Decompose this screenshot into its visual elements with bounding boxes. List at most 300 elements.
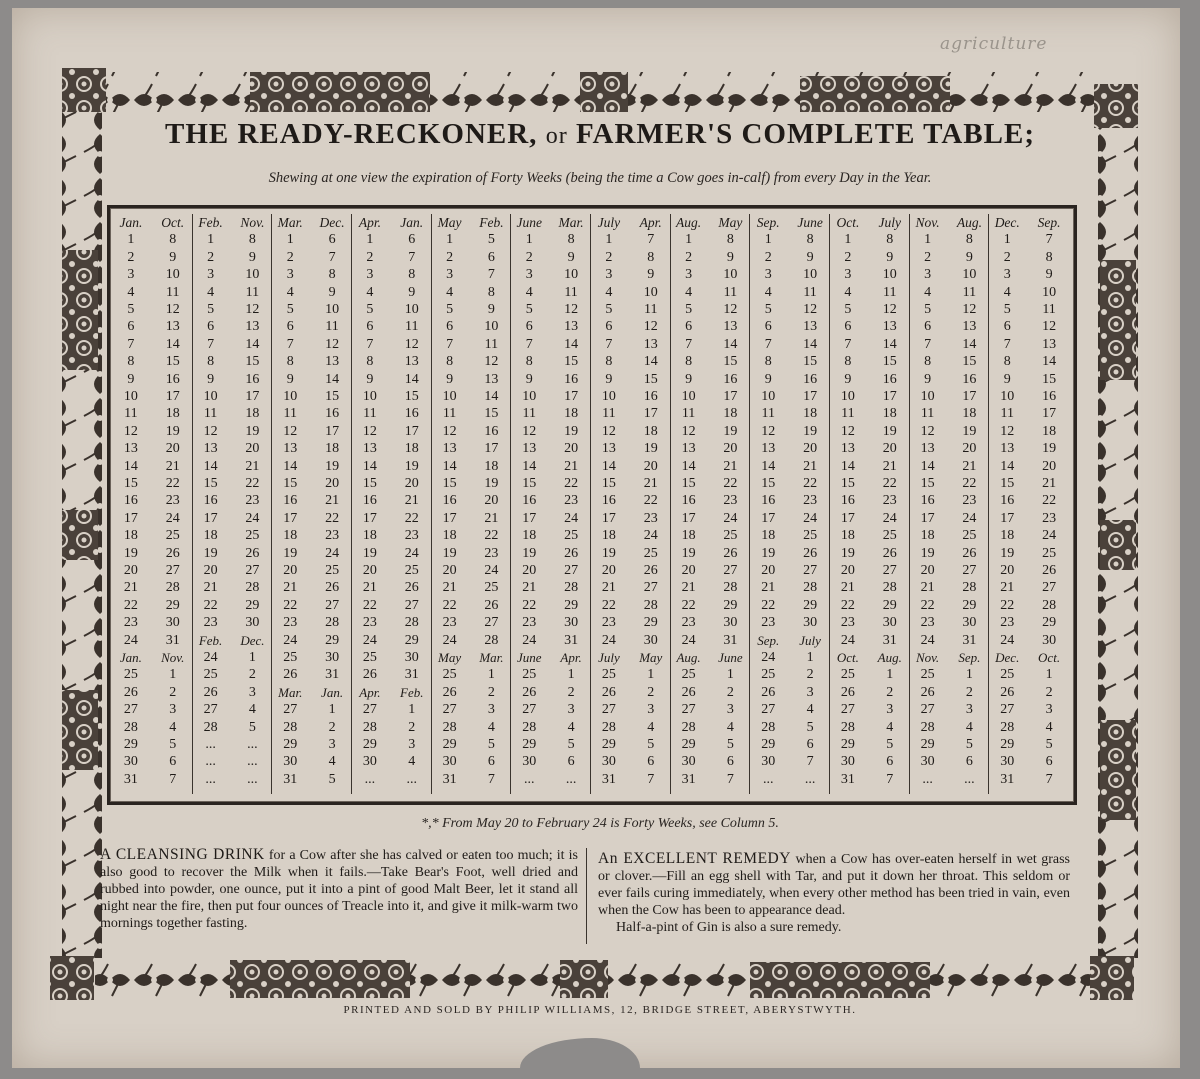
table-cell: 26 [165, 545, 180, 561]
table-cell: Feb. [198, 632, 223, 648]
table-cell: 14 [564, 336, 579, 352]
table-cell: 2 [685, 249, 693, 265]
table-cell: 16 [1000, 493, 1015, 509]
table-cell: 17 [681, 510, 696, 526]
table-cell: 21 [165, 458, 180, 474]
title-part2: FARMER'S COMPLETE TABLE; [575, 118, 1035, 150]
table-cell: 6 [1045, 754, 1053, 770]
table-cell: 30 [962, 615, 977, 631]
table-cell: 4 [127, 284, 135, 300]
table-cell: 7 [446, 336, 454, 352]
cleansing-drink-body: for a Cow after she has calved or eaten too much; it is also good to recover the Milk when it fails.—Take Bear's Foot, well dried and rubbed into powder, one ounce, put it into a pint of good Malt Beer, let it stand all night near the fire, then put four ounces of Treacle into it, and give it milk-warm two mornings together fasting. [100, 848, 578, 931]
table-cell: 18 [882, 406, 897, 422]
table-cell: 6 [924, 319, 932, 335]
table-cell: 14 [761, 458, 776, 474]
table-cell: 29 [681, 737, 696, 752]
table-cell: 28 [601, 719, 616, 735]
table-cell: 4 [567, 719, 575, 735]
table-cell: 28 [1000, 719, 1015, 735]
table-cell: 17 [484, 441, 499, 457]
month-header-cell: Sep. [756, 215, 780, 230]
table-cell: 27 [962, 563, 977, 578]
table-cell: 11 [245, 284, 260, 300]
table-cell: 6 [567, 754, 575, 770]
table-cell: 20 [1042, 458, 1057, 474]
table-cell: 2 [924, 249, 932, 265]
sub-header-cell: 30 [404, 650, 419, 665]
table-cell: 21 [723, 458, 738, 474]
table-cell: 22 [484, 528, 499, 544]
table-cell: 4 [328, 754, 336, 770]
table-cell: 30 [283, 754, 298, 770]
table-cell: 21 [962, 458, 977, 474]
table-cell: 2 [886, 684, 894, 700]
table-cell: 1 [408, 702, 416, 718]
table-cell: 26 [484, 597, 499, 613]
table-cell: 8 [726, 232, 734, 248]
table-cell: 11 [363, 406, 377, 422]
table-cell: ... [247, 737, 258, 752]
month-header-cell: Nov. [915, 215, 940, 230]
table-cell: 4 [366, 284, 374, 300]
table-cell: 6 [685, 319, 693, 335]
table-cell: 21 [920, 580, 935, 596]
table-cell: 1 [328, 702, 336, 718]
table-cell: 24 [681, 632, 696, 648]
table-cell: 15 [203, 476, 218, 491]
table-cell: 12 [761, 423, 776, 439]
table-cell: 18 [484, 458, 499, 474]
table-cell: 10 [681, 389, 696, 404]
table-cell: 9 [127, 371, 135, 387]
table-cell: 6 [169, 754, 177, 770]
table-cell: 2 [764, 249, 772, 265]
table-cell: 13 [564, 319, 579, 335]
table-cell: 10 [564, 267, 579, 283]
table-cell: 8 [169, 232, 177, 248]
table-cell: 5 [685, 302, 693, 317]
table-cell: 13 [882, 319, 897, 335]
table-cell: 7 [806, 754, 814, 770]
table-cell: 27 [840, 702, 855, 718]
table-cell: 20 [245, 441, 260, 457]
table-cell: 14 [245, 336, 260, 352]
table-cell: 23 [882, 493, 897, 509]
table-cell: 21 [404, 493, 419, 509]
table-cell: 12 [920, 423, 935, 439]
table-cell: 28 [245, 580, 260, 596]
table-cell: 22 [601, 597, 616, 613]
table-cell: Dec. [240, 632, 265, 648]
table-cell: 19 [564, 423, 579, 439]
table-cell: 27 [920, 702, 935, 718]
table-footnote: *,* From May 20 to February 24 is Forty Weeks, see Column 5. [421, 816, 779, 831]
table-cell: 27 [442, 702, 457, 718]
table-cell: 31 [1000, 771, 1015, 787]
table-cell: 4 [924, 284, 932, 300]
table-cell: 15 [723, 354, 738, 370]
table-cell: 13 [1042, 336, 1057, 352]
table-cell: 12 [484, 354, 499, 370]
table-cell: 18 [245, 406, 260, 422]
table-cell: 27 [165, 563, 180, 578]
table-cell: 16 [203, 493, 218, 509]
table-cell: 10 [920, 389, 935, 404]
table-cell: 18 [681, 528, 696, 544]
table-cell: 8 [965, 232, 973, 248]
table-cell: 17 [601, 510, 616, 526]
table-cell: 2 [844, 249, 852, 265]
table-cell: 13 [522, 441, 537, 457]
table-cell: 16 [962, 371, 977, 387]
table-cell: 7 [844, 336, 852, 352]
table-cell: 23 [165, 493, 180, 509]
table-cell: 4 [647, 719, 655, 735]
table-cell: 24 [1042, 528, 1057, 544]
table-cell: 9 [366, 371, 374, 387]
table-cell: 19 [681, 545, 696, 561]
table-cell: 1 [844, 232, 852, 248]
table-cell: 31 [681, 771, 696, 787]
table-cell: 26 [920, 684, 935, 700]
table-cell: 26 [803, 545, 818, 561]
table-cell: 6 [207, 319, 215, 335]
table-cell: 11 [124, 406, 138, 422]
table-cell: 16 [803, 371, 818, 387]
table-cell: 27 [203, 702, 218, 718]
table-cell: 5 [446, 302, 454, 317]
table-cell: 13 [681, 441, 696, 457]
table-cell: 24 [362, 632, 377, 648]
table-cell: 18 [1000, 528, 1015, 544]
table-cell: 7 [605, 336, 613, 352]
table-cell: 1 [567, 667, 575, 683]
table-cell: 8 [605, 354, 613, 370]
table-cell: 9 [924, 371, 932, 387]
cleansing-drink-heading: A CLEANSING DRINK [100, 846, 265, 863]
table-cell: 23 [761, 615, 776, 631]
table-cell: 22 [681, 597, 696, 613]
table-cell: 21 [643, 476, 658, 491]
table-cell: 21 [484, 510, 499, 526]
table-cell: 17 [564, 389, 579, 404]
table-cell: 2 [647, 684, 655, 700]
table-cell: 30 [723, 615, 738, 631]
table-cell: 5 [207, 302, 215, 317]
table-cell: 20 [203, 563, 218, 578]
table-cell: 23 [564, 493, 579, 509]
table-cell: 28 [761, 719, 776, 735]
table-cell: 13 [362, 441, 377, 457]
month-header-cell: June [797, 215, 823, 230]
table-cell: 18 [761, 528, 776, 544]
table-cell: 12 [723, 302, 738, 317]
table-cell: 5 [806, 719, 814, 735]
table-cell: 1 [366, 232, 374, 248]
table-cell: 17 [123, 510, 138, 526]
table-cell: 2 [127, 249, 135, 265]
table-cell: ... [205, 771, 216, 787]
table-cell: 5 [647, 737, 655, 752]
table-cell: 17 [761, 510, 776, 526]
sub-header-cell: 25 [283, 650, 298, 665]
table-cell: 16 [840, 493, 855, 509]
table-cell: 21 [803, 458, 818, 474]
reckoner-table [112, 214, 1068, 794]
excellent-remedy-heading: An EXCELLENT REMEDY [598, 850, 791, 867]
table-cell: 28 [484, 632, 499, 648]
table-cell: 27 [882, 563, 897, 578]
table-cell: 31 [962, 632, 977, 648]
table-cell: 30 [442, 754, 457, 770]
table-cell: 15 [484, 406, 499, 422]
table-cell: 8 [685, 354, 693, 370]
table-cell: 27 [484, 615, 499, 631]
table-cell: 20 [1000, 563, 1015, 578]
table-cell: 10 [643, 284, 658, 300]
table-cell: 22 [442, 597, 457, 613]
table-cell: 10 [203, 389, 218, 404]
table-cell: 3 [446, 267, 454, 283]
table-cell: 6 [366, 319, 374, 335]
table-cell: 11 [920, 406, 935, 422]
table-cell: 19 [882, 423, 897, 439]
month-header-cell: Dec. [994, 215, 1020, 230]
table-cell: 13 [245, 319, 260, 335]
table-cell: 11 [283, 406, 297, 422]
table-cell: 3 [567, 702, 575, 718]
table-cell: 7 [886, 771, 894, 787]
table-cell: 25 [681, 667, 696, 683]
table-cell: 21 [522, 580, 537, 596]
table-cell: 9 [886, 249, 894, 265]
table-cell: 15 [404, 389, 419, 404]
table-cell: 6 [487, 249, 495, 265]
table-cell: 9 [605, 371, 613, 387]
table-cell: 19 [601, 545, 616, 561]
table-cell: 15 [362, 476, 377, 491]
table-cell: 25 [882, 528, 897, 544]
table-cell: 19 [203, 545, 218, 561]
printer-imprint: PRINTED AND SOLD BY PHILIP WILLIAMS, 12, BRIDGE STREET, ABERYSTWYTH. [343, 1004, 857, 1016]
table-cell: 30 [522, 754, 537, 770]
table-cell: 1 [726, 667, 734, 683]
table-cell: 9 [806, 249, 814, 265]
table-cell: 6 [764, 319, 772, 335]
table-cell: 15 [245, 354, 260, 370]
table-cell: 3 [248, 684, 256, 700]
table-cell: 5 [1045, 737, 1053, 752]
table-cell: 6 [408, 232, 416, 248]
table-cell: 4 [525, 284, 533, 300]
table-cell: 22 [840, 597, 855, 613]
table-cell: 30 [840, 754, 855, 770]
table-cell: 6 [286, 319, 294, 335]
table-cell: 13 [123, 441, 138, 457]
table-cell: 8 [446, 354, 454, 370]
table-cell: 25 [1000, 667, 1015, 683]
table-cell: 26 [442, 684, 457, 700]
table-cell: 20 [362, 563, 377, 578]
table-cell: 17 [803, 389, 818, 404]
table-cell: 17 [203, 510, 218, 526]
column-divider [586, 848, 587, 944]
table-cell: 3 [328, 737, 336, 752]
table-cell: ... [922, 771, 933, 787]
excellent-remedy-recipe [598, 850, 1070, 936]
table-cell: 17 [882, 389, 897, 404]
table-cell: 16 [283, 493, 298, 509]
table-cell: 15 [1042, 371, 1057, 387]
table-cell: 1 [647, 667, 655, 683]
month-header-cell: May [718, 215, 743, 230]
table-cell: 16 [404, 406, 419, 422]
table-cell: 7 [525, 336, 533, 352]
table-cell: 24 [601, 632, 616, 648]
table-cell: 2 [525, 249, 533, 265]
table-cell: 8 [924, 354, 932, 370]
table-cell: 19 [283, 545, 298, 561]
table-cell: 2 [806, 667, 814, 683]
table-cell: 23 [442, 615, 457, 631]
table-cell: 7 [328, 249, 336, 265]
table-cell: Jan. [321, 684, 344, 700]
table-cell: 7 [127, 336, 135, 352]
table-cell: 27 [1042, 580, 1057, 596]
table-cell: 20 [283, 563, 298, 578]
table-cell: 11 [962, 284, 977, 300]
table-cell: 16 [245, 371, 260, 387]
table-cell: 29 [1000, 737, 1015, 752]
table-cell: 4 [169, 719, 177, 735]
table-cell: 5 [286, 302, 294, 317]
table-cell: 19 [1000, 545, 1015, 561]
table-cell: 8 [647, 249, 655, 265]
table-cell: 1 [207, 232, 215, 248]
table-cell: 13 [484, 371, 499, 387]
table-cell: 19 [1042, 441, 1057, 457]
table-cell: 30 [681, 754, 696, 770]
table-cell: 26 [962, 545, 977, 561]
table-cell: 31 [404, 667, 419, 683]
table-cell: 27 [1000, 702, 1015, 718]
table-cell: 23 [484, 545, 499, 561]
table-cell: 3 [525, 267, 533, 283]
sub-header-cell: 24 [203, 650, 218, 665]
table-cell: 3 [647, 702, 655, 718]
table-cell: 21 [283, 580, 298, 596]
table-cell: 29 [840, 737, 855, 752]
table-cell: 28 [165, 580, 180, 596]
table-cell: ... [406, 771, 417, 787]
table-cell: 24 [442, 632, 457, 648]
table-cell: 2 [286, 249, 294, 265]
table-cell: 19 [920, 545, 935, 561]
excellent-remedy-body: when a Cow has over-eaten herself in wet grass or clover.—Fill an egg shell with Tar, and put it down her throat. This seldom or ever fails curing immediately, when every other method has been tried in vain, even when the Cow has been to appearance dead. [598, 852, 1070, 918]
sub-header-cell: Mar. [479, 650, 504, 665]
table-cell: 3 [286, 267, 294, 283]
table-cell: 26 [203, 684, 218, 700]
table-cell: 23 [325, 528, 340, 544]
table-cell: 8 [525, 354, 533, 370]
table-cell: 14 [203, 458, 218, 474]
table-cell: 10 [283, 389, 298, 404]
table-cell: 12 [681, 423, 696, 439]
table-cell: 4 [764, 284, 772, 300]
title-part1: THE READY-RECKONER, [165, 118, 538, 150]
table-cell: 25 [245, 528, 260, 544]
sub-header-cell: 1 [806, 650, 814, 665]
table-cell: 28 [522, 719, 537, 735]
sub-header-cell: May [639, 650, 663, 665]
table-cell: 16 [484, 423, 499, 439]
table-cell: 11 [405, 319, 419, 335]
table-cell: 7 [487, 267, 495, 283]
table-cell: 29 [165, 597, 180, 613]
table-cell: 25 [723, 528, 738, 544]
table-cell: 27 [601, 702, 616, 718]
table-cell: 5 [525, 302, 533, 317]
table-cell: 2 [1003, 249, 1011, 265]
table-cell: 19 [362, 545, 377, 561]
table-cell: 13 [325, 354, 340, 370]
table-cell: 15 [840, 476, 855, 491]
table-cell: 10 [325, 302, 340, 317]
table-cell: 20 [920, 563, 935, 578]
table-cell: 2 [965, 684, 973, 700]
table-cell: 28 [920, 719, 935, 735]
table-cell: 28 [803, 580, 818, 596]
table-cell: 3 [726, 702, 734, 718]
table-cell: 14 [681, 458, 696, 474]
table-cell: 27 [723, 563, 738, 578]
table-cell: 22 [203, 597, 218, 613]
table-cell: 29 [962, 597, 977, 613]
table-cell: 19 [761, 545, 776, 561]
table-cell: 12 [1042, 319, 1057, 335]
table-cell: 21 [245, 458, 260, 474]
table-cell: 24 [920, 632, 935, 648]
table-cell: 25 [123, 667, 138, 683]
table-cell: 9 [408, 284, 416, 300]
table-cell: 22 [245, 476, 260, 491]
table-cell: 19 [803, 423, 818, 439]
table-cell: 20 [442, 563, 457, 578]
table-cell: 1 [685, 232, 693, 248]
table-cell: 6 [1003, 319, 1011, 335]
table-cell: 16 [522, 493, 537, 509]
sub-header-cell: Apr. [560, 650, 582, 665]
table-cell: 24 [803, 510, 818, 526]
table-cell: 9 [446, 371, 454, 387]
table-cell: 2 [169, 684, 177, 700]
table-cell: 3 [886, 702, 894, 718]
table-cell: ... [205, 737, 216, 752]
table-cell: 30 [564, 615, 579, 631]
table-cell: 9 [169, 249, 177, 265]
table-cell: 18 [601, 528, 616, 544]
table-cell: 24 [643, 528, 658, 544]
table-cell: 13 [442, 441, 457, 457]
table-cell: 12 [601, 423, 616, 439]
sub-header-cell: Dec. [995, 650, 1020, 665]
table-cell: 28 [840, 719, 855, 735]
table-cell: 10 [803, 267, 818, 283]
table-cell: 8 [248, 232, 256, 248]
table-cell: 4 [286, 284, 294, 300]
table-cell: 1 [886, 667, 894, 683]
table-cell: 18 [165, 406, 180, 422]
